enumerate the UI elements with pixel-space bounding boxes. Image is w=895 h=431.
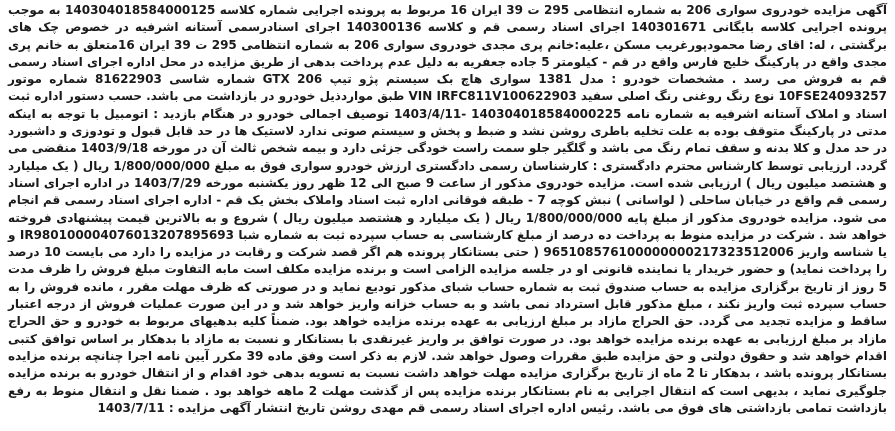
auction-notice-text: آگهی مزایده خودروی سواری 206 به شماره انتظامی 295 ت 39 ایران 16 مربوط به پرونده اجرایی شماره کلاسه 140304018584000125 به موجب پرونده اجرایی کلاسه بایگانی 140301671 اجرای اسناد رسمی قم و کلاسه 140300136 اجرای اسنادرسمی آستانه اشرفیه در خصوص چک های برگشتی ، له: اقای رضا محمودپورغریب مسکن ،علیه:خانم پری مجدی خودروی سواری 206 به شماره انتظامی 295 ت 39 ایران 16متعلق به خانم پری مجدی واقع در پارکینگ خلیج فارس واقع در قم - کیلومتر 5 جاده جعفریه به دلیل عدم پرداخت بدهی از طریق مزایده در محل اداره اجرای اسناد رسمی قم به فروش می رسد . مشخصات خودرو : مدل 1381 سواری هاچ بک سیستم پژو تیپ GTX 206 شماره شاسی 81622903 شماره موتور 10FSE24093257 نوع رنگ روغنی رنگ اصلی سفید VIN IRFC811V100622903 طبق مواردذیل خودرو در بازداشت می باشد. حسب دستور اداره ثبت اسناد و املاک آستانه اشرفیه به شماره نامه 140304018584000225 -1403/4/11 توصیف اجمالی خودرو در هنگام بازدید : اتومبیل با توجه به اینکه مدتی در پارکینگ متوقف بوده به علت تخلیه باطری روشن نشد و ضبط و پخش و سیستم صوتی ندارد لاستیک ها در حد قابل قبول و تودوزی و داشبورد در حد مدل و کلا بدنه و سقف تمام رنگ می باشد و گلگیر جلو سمت راست خودگی جزئی دارد و بیمه شخص ثالث آن در مورخه 1403/9/18 منقضی می گردد. ارزیابی توسط کارشناس محترم دادگستری : کارشناسان رسمی دادگستری ارزش خودرو سواری فوق به مبلغ 1/800/000/000 ریال ( یک میلیارد و هشتصد میلیون ریال ) ارزیابی شده است. مزایده خودروی مذکور از ساعت 9 صبح الی 12 ظهر روز یکشنبه مورخه 1403/7/29 در اداره اجرای اسناد رسمی قم واقع در خیابان ساحلی ( لواسانی ) نبش کوچه 7 - طبقه فوقانی اداره ثبت اسناد واملاک بخش یک قم - اداره اجرای اسناد رسمی قم انجام می شود. مزایده خودروی مذکور از مبلغ پایه 1/800/000/000 ریال ( یک میلیارد و هشتصد میلیون ریال ) شروع و به بالاترین قیمت پیشنهادی فروخته خواهد شد . شرکت در مزایده منوط به پرداخت ده درصد از مبلغ کارشناسی به حساب سپرده ثبت به شماره شبا IR980100004076013207895693 و یا شناسه واریز 965108576100000000217323512006 ( حتی بستانکار پرونده هم اگر قصد شرکت و رقابت در مزایده را دارد می بایست 10 درصد را پرداخت نماید) و حضور خریدار یا نماینده قانونی او در جلسه مزایده الزامی است و برنده مزایده مکلف است مابه التفاوت مبلغ فروش را ظرف مدت 5 روز از تاریخ برگزاری مزایده به حساب صندوق ثبت به شماره حساب شبای مذکور تودیع نماید و در صورتی که ظرف مهلت مقرر ، مانده فروش را به حساب سپرده ثبت واریز نکند ، مبلغ مذکور قابل استرداد نمی باشد و به حساب خزانه واریز خواهد شد و در این صورت عملیات فروش از درجه اعتبار ساقط و مزایده تجدید می گردد. حق الحراج مازاد بر مبلغ ارزیابی به عهده برنده مزایده خواهد بود. ضمناً کلیه بدهیهای مربوط به خودرو و حق الحراج مازاد بر مبلغ ارزیابی به عهده برنده مزایده خواهد بود. در صورت توافق بر واریز غیرنقدی با بستانکار و نسبت به مازاد با بدهکار بر اساس توافق کتبی اقدام خواهد شد و حقوق دولتی و حق مزایده طبق مقررات وصول خواهد شد. لازم به ذکر است وفق ماده 39 مکرر آیین نامه اجرا چنانچه برنده مزایده بستانکار پرونده باشد ، بدهکار تا 2 ماه از تاریخ برگزاری مزایده مهلت خواهد داشت نسبت به تسویه بدهی خود اقدام و از انتقال خودرو به برنده مزایده جلوگیری نماید ، بدیهی است که انتقال اجرایی به نام بستانکار برنده مزایده پس از گذشت مهلت 2 ماهه خواهد بود . ضمنا نقل و انتقال منوط به رفع بازداشت تمامی بازداشتی های فوق می باشد. رئیس اداره اجرای اسناد رسمی قم مهدی روشن تاریخ انتشار آگهی مزایده : 1403/7/11	[8, 3, 888, 415]
